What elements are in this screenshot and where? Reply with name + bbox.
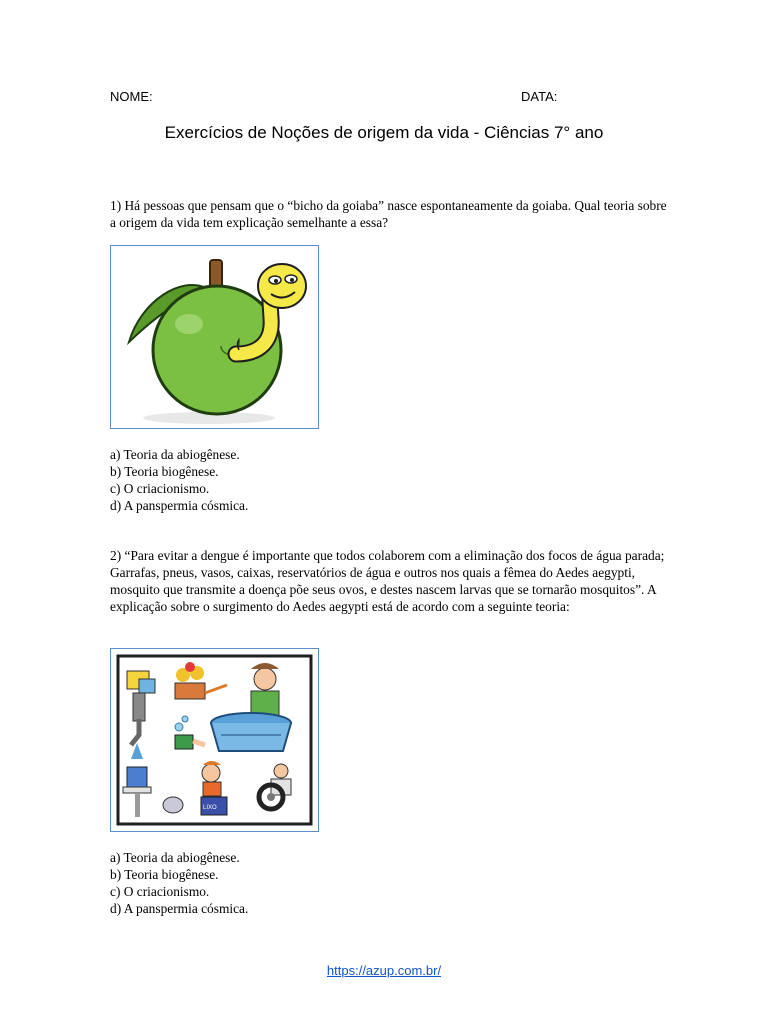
- question-2-options: [110, 849, 248, 917]
- q1-option-d: d) A panspermia cósmica.: [110, 498, 249, 513]
- q1-option-c: c) O criacionismo.: [110, 481, 210, 496]
- q2-option-d: d) A panspermia cósmica.: [110, 901, 249, 916]
- guava-worm-drawing: [111, 246, 318, 428]
- trash-bag-label: LIXO: [203, 805, 217, 811]
- q1-option-a: a) Teoria da abiogênese.: [110, 447, 240, 462]
- dengue-prevention-illustration: [110, 648, 319, 832]
- page-title: Exercícios de Noções de origem da vida - Ciências 7° ano: [164, 123, 604, 142]
- name-label: NOME:: [110, 89, 153, 104]
- guava-worm-illustration: [110, 245, 319, 429]
- q2-option-c: c) O criacionismo.: [110, 884, 210, 899]
- q1-option-b: b) Teoria biogênese.: [110, 464, 219, 479]
- date-label: DATA:: [521, 89, 558, 104]
- question-2-text: 2) “Para evitar a dengue é importante que todos colaborem com a eliminação dos focos de água parada; Garrafas, pneus, vasos, caixas, reservatórios de água e outros nos quais a fêmea do Aedes aegypti, mosquito que transmite a doença põe seus ovos, e destes nascem larvas que se tornarão mosquitos”. A explicação sobre o surgimento do Aedes aegypti está de acordo com a seguinte teoria:: [110, 548, 665, 614]
- question-1-text: 1) Há pessoas que pensam que o “bicho da goiaba” nasce espontaneamente da goiaba. Qual teoria sobre a origem da vida tem explicação semelhante a essa?: [110, 198, 667, 230]
- question-1-options: [110, 446, 248, 514]
- q2-option-a: a) Teoria da abiogênese.: [110, 850, 240, 865]
- footer-link[interactable]: https://azup.com.br/: [326, 963, 442, 978]
- dengue-prevention-drawing: [111, 649, 318, 831]
- q2-option-b: b) Teoria biogênese.: [110, 867, 219, 882]
